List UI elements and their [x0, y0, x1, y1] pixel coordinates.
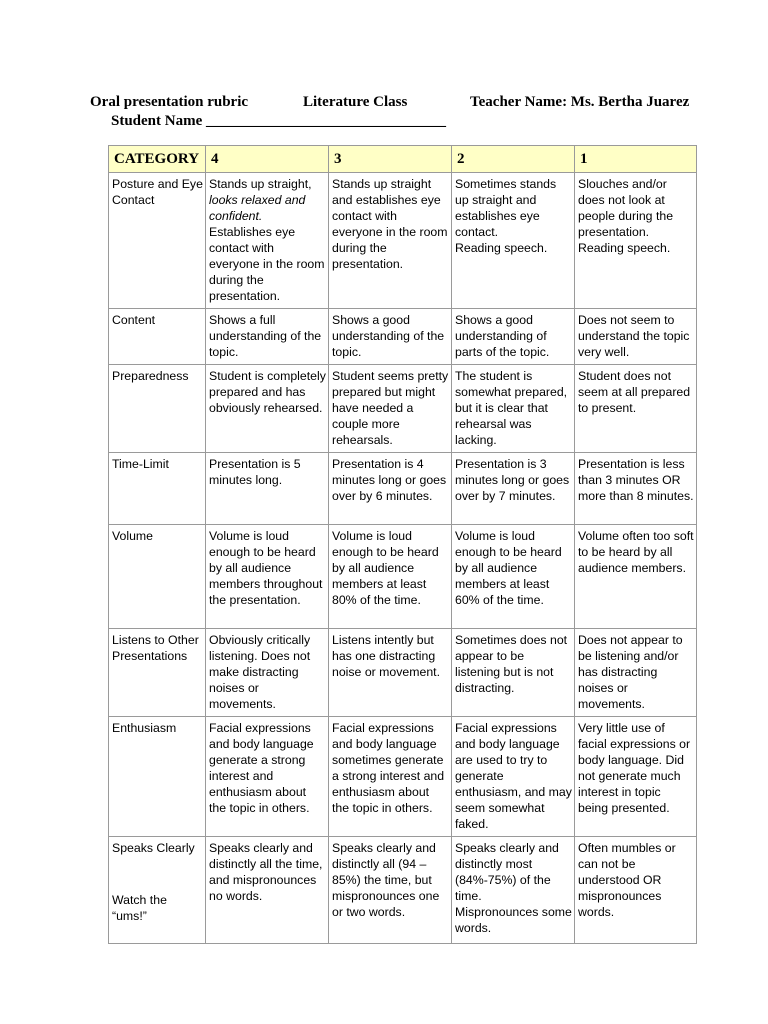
- score-4-cell: Student is completely prepared and has obviously rehearsed.: [206, 365, 329, 453]
- score-2-cell: Facial expressions and body language are used to try to generate enthusiasm, and may seem somewhat faked.: [452, 717, 575, 837]
- teacher-name: Teacher Name: Ms. Bertha Juarez: [470, 94, 690, 110]
- category-cell: Content: [109, 309, 206, 365]
- category-note: Watch the “ums!”: [112, 893, 167, 923]
- score-3-cell: Presentation is 4 minutes long or goes over by 6 minutes.: [329, 453, 452, 525]
- category-cell: Preparedness: [109, 365, 206, 453]
- rubric-table: [108, 145, 697, 944]
- student-name-line: Student Name ________________________________: [111, 113, 447, 129]
- score-3-cell: Speaks clearly and distinctly all (94 – 85%) the time, but mispronounces one or two words.: [329, 837, 452, 944]
- score-2-cell: Presentation is 3 minutes long or goes over by 7 minutes.: [452, 453, 575, 525]
- score-4-cell: Shows a full understanding of the topic.: [206, 309, 329, 365]
- score-2-cell: The student is somewhat prepared, but it is clear that rehearsal was lacking.: [452, 365, 575, 453]
- score-2-cell: Sometimes stands up straight and establishes eye contact. Reading speech.: [452, 173, 575, 309]
- header-row: [109, 146, 697, 173]
- score-4-cell: [206, 173, 329, 309]
- score-3-cell: Student seems pretty prepared but might have needed a couple more rehearsals.: [329, 365, 452, 453]
- table-row: [109, 837, 697, 944]
- class-name: Literature Class: [303, 94, 408, 110]
- score-4-cell: Obviously critically listening. Does not make distracting noises or movements.: [206, 629, 329, 717]
- score-3-cell: Stands up straight and establishes eye contact with everyone in the room during the presentation.: [329, 173, 452, 309]
- table-row: [109, 453, 697, 525]
- score-3-cell: Facial expressions and body language sometimes generate a strong interest and enthusiasm about the topic in others.: [329, 717, 452, 837]
- category-cell: Enthusiasm: [109, 717, 206, 837]
- table-row: [109, 309, 697, 365]
- category-label: Speaks Clearly: [112, 841, 195, 855]
- score-3-cell: Shows a good understanding of the topic.: [329, 309, 452, 365]
- score-4-cell: Facial expressions and body language generate a strong interest and enthusiasm about the topic in others.: [206, 717, 329, 837]
- score-3-cell: Volume is loud enough to be heard by all audience members at least 80% of the time.: [329, 525, 452, 629]
- score-2-cell: Volume is loud enough to be heard by all audience members at least 60% of the time.: [452, 525, 575, 629]
- table-row: [109, 525, 697, 629]
- header-score-2: 2: [452, 146, 575, 173]
- table-row: [109, 173, 697, 309]
- score-4-cell: Volume is loud enough to be heard by all audience members throughout the presentation.: [206, 525, 329, 629]
- cell-text: Establishes eye contact with everyone in the room during the presentation.: [209, 225, 325, 303]
- category-cell: Posture and Eye Contact: [109, 173, 206, 309]
- table-row: [109, 629, 697, 717]
- score-1-cell: Often mumbles or can not be understood OR mispronounces words.: [575, 837, 697, 944]
- score-1-cell: Does not appear to be listening and/or has distracting noises or movements.: [575, 629, 697, 717]
- score-1-cell: Student does not seem at all prepared to present.: [575, 365, 697, 453]
- score-2-cell: Sometimes does not appear to be listening but is not distracting.: [452, 629, 575, 717]
- rubric-title: Oral presentation rubric: [90, 94, 249, 110]
- score-3-cell: Listens intently but has one distracting noise or movement.: [329, 629, 452, 717]
- category-cell: Volume: [109, 525, 206, 629]
- header-score-1: 1: [575, 146, 697, 173]
- score-4-cell: Speaks clearly and distinctly all the time, and mispronounces no words.: [206, 837, 329, 944]
- category-cell: [109, 837, 206, 944]
- score-1-cell: Presentation is less than 3 minutes OR more than 8 minutes.: [575, 453, 697, 525]
- category-cell: Listens to Other Presentations: [109, 629, 206, 717]
- score-2-cell: Shows a good understanding of parts of the topic.: [452, 309, 575, 365]
- table-row: [109, 717, 697, 837]
- header-category: CATEGORY: [109, 146, 206, 173]
- score-1-cell: Volume often too soft to be heard by all audience members.: [575, 525, 697, 629]
- cell-text-italic: looks relaxed and confident.: [209, 193, 306, 223]
- cell-text: Stands up straight,: [209, 177, 312, 191]
- score-1-cell: Slouches and/or does not look at people during the presentation. Reading speech.: [575, 173, 697, 309]
- score-4-cell: Presentation is 5 minutes long.: [206, 453, 329, 525]
- header-score-4: 4: [206, 146, 329, 173]
- score-1-cell: Does not seem to understand the topic very well.: [575, 309, 697, 365]
- score-2-cell: Speaks clearly and distinctly most (84%-75%) of the time. Mispronounces some words.: [452, 837, 575, 944]
- score-1-cell: Very little use of facial expressions or body language. Did not generate much interest in topic being presented.: [575, 717, 697, 837]
- table-row: [109, 365, 697, 453]
- header-score-3: 3: [329, 146, 452, 173]
- category-cell: Time-Limit: [109, 453, 206, 525]
